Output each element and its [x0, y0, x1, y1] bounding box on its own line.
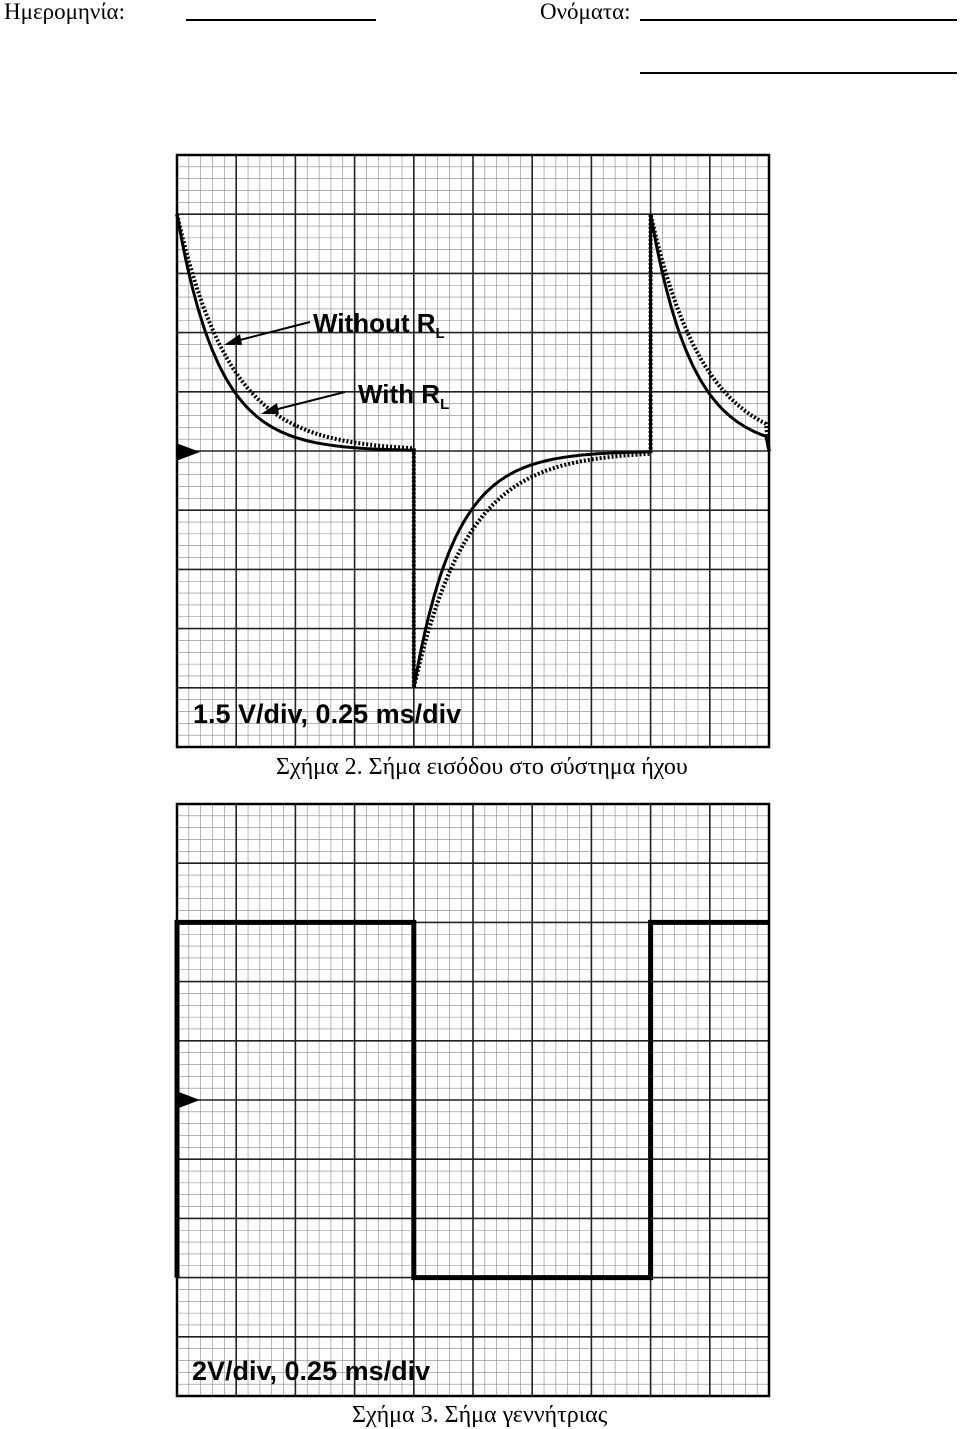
names-label: Ονόματα: — [540, 0, 631, 24]
trace-square-wave — [177, 922, 769, 1277]
annotation-without-rl: Without $R_L$ — [313, 308, 445, 343]
arrow-with-line — [274, 392, 345, 410]
annotation-with-rl: With $R_L$ — [358, 379, 450, 414]
figure2-caption: Σχήμα 2. Σήμα εισόδου στο σύστημα ήχου — [276, 754, 688, 780]
date-label: Ημερομηνία: — [4, 0, 125, 24]
figure3-ground-marker — [176, 1091, 200, 1109]
arrow-without-head — [224, 334, 242, 345]
figure3-grid — [177, 804, 769, 1396]
grid-border — [177, 804, 769, 1396]
figure3-traces — [177, 922, 769, 1277]
figure2-ground-marker — [176, 443, 200, 461]
figure2-scale-label: 1.5 V/div, 0.25 ms/div — [193, 699, 462, 729]
arrow-without-line — [236, 322, 310, 341]
figure2-grid — [177, 155, 769, 747]
figure3-scale-label: 2V/div, 0.25 ms/div — [192, 1356, 431, 1386]
figure3-caption: Σχήμα 3. Σήμα γεννήτριας — [352, 1402, 608, 1428]
